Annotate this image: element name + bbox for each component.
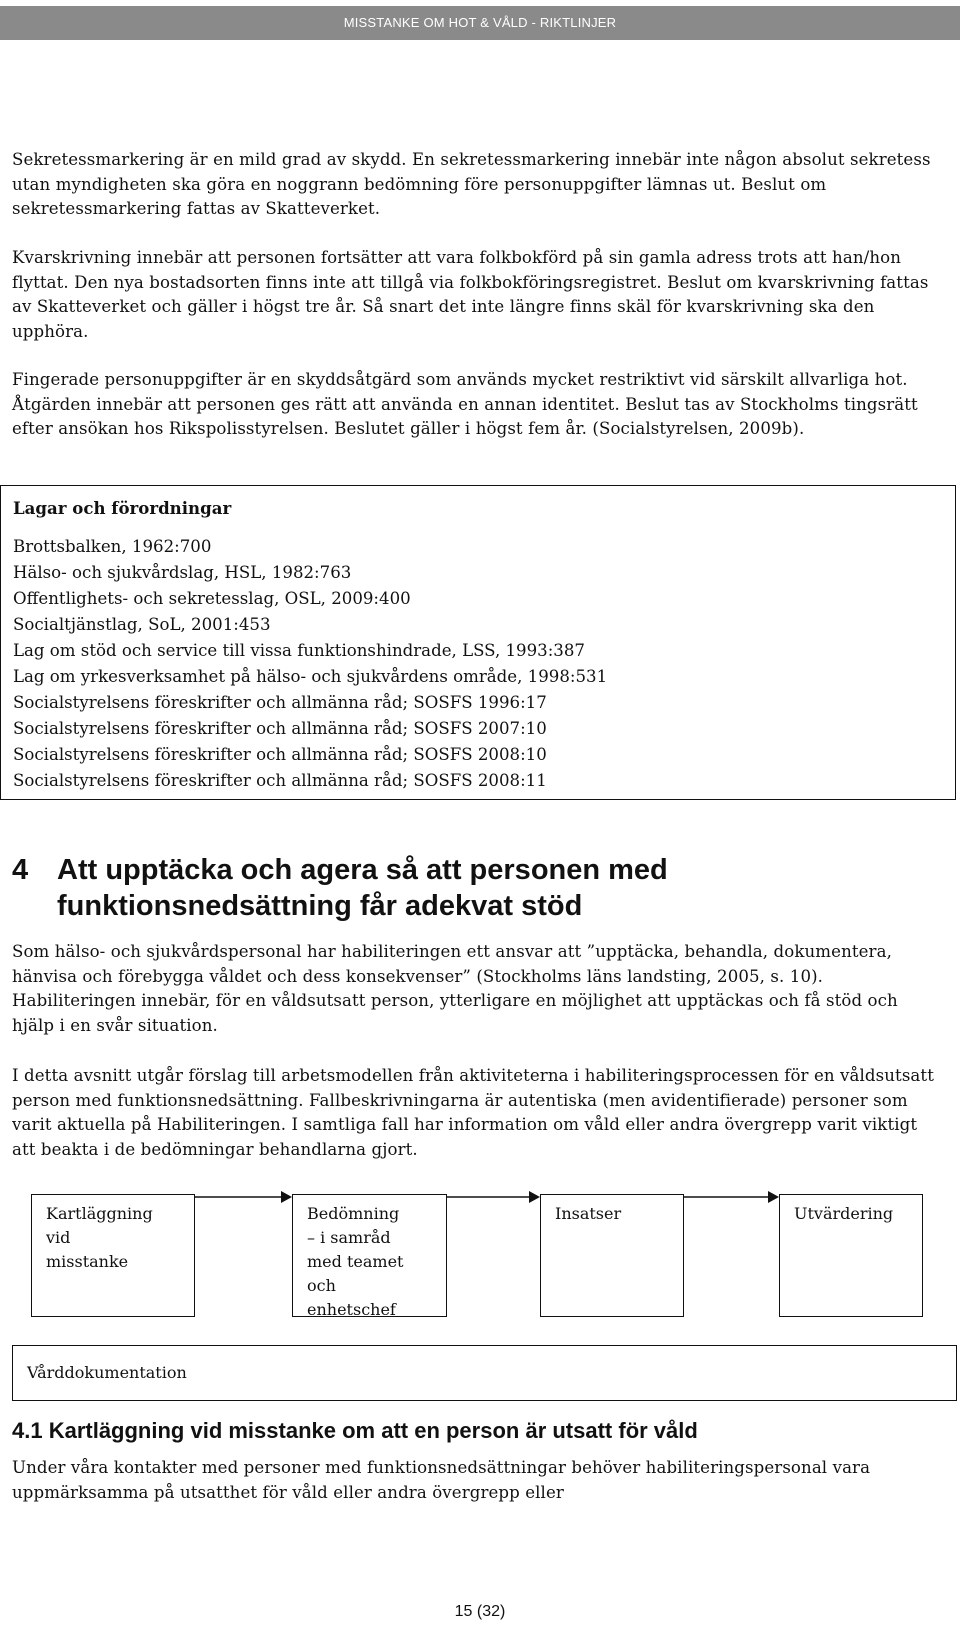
flow-step-bedomning [292, 1194, 447, 1317]
paragraph-section-4-model: I detta avsnitt utgår förslag till arbetsmodellen från aktiviteterna i habiliteringsprocessen för en våldsutsatt person med funktionsnedsättning. Fallbeskrivningarna är autentiska (men avidentifierade) personer som varit aktuella på Habiliteringen. I samtliga fall har information om våld eller andra övergrepp varit viktigt att beakta i de bedömningar behandlarna gjort. [12, 1066, 934, 1159]
law-item: Lag om stöd och service till vissa funktionshindrade, LSS, 1993:387 [13, 641, 585, 660]
section-4-title: Att upptäcka och agera så att personen med funktionsnedsättning får adekvat stöd [57, 854, 668, 922]
law-item: Socialtjänstlag, SoL, 2001:453 [13, 615, 271, 634]
flow-bottom-label: Vårddokumentation [27, 1363, 187, 1382]
section-4-number: 4 [12, 854, 29, 886]
flow-vardokumentation [12, 1345, 957, 1401]
laws-title: Lagar och förordningar [13, 498, 232, 518]
law-item: Socialstyrelsens föreskrifter och allmänna råd; SOSFS 2008:10 [13, 745, 547, 764]
paragraph-kvarskrivning: Kvarskrivning innebär att personen fortsätter att vara folkbokförd på sin gamla adress trots att han/hon flyttat. Den nya bostadsorten finns inte att tillgå via folkbokföringsregistret. Beslut om kvarskrivning fattas av Skatteverket och gäller i högst tre år. Så snart det inte längre finns skäl för kvarskrivning ska den upphöra. [12, 248, 929, 341]
page-number: 15 (32) [454, 1603, 506, 1620]
section-4-heading [12, 852, 960, 924]
paragraph-section-4-intro: Som hälso- och sjukvårdspersonal har habiliteringen ett ansvar att ”upptäcka, behandla, dokumentera, hänvisa och förebygga våldet och dess konsekvenser” (Stockholms läns landsting, 2005, s. 10). Habiliteringen innebär, för en våldsutsatt person, ytterligare en möjlighet att upptäckas och få stöd och hjälp i en svår situation. [12, 942, 898, 1035]
section-4-1-heading: 4.1 Kartläggning vid misstanke om att en person är utsatt för våld [12, 1418, 698, 1443]
law-item: Socialstyrelsens föreskrifter och allmänna råd; SOSFS 2007:10 [13, 719, 547, 738]
law-item: Brottsbalken, 1962:700 [13, 537, 212, 556]
law-item: Socialstyrelsens föreskrifter och allmänna råd; SOSFS 2008:11 [13, 771, 547, 790]
paragraph-sekretessmarkering: Sekretessmarkering är en mild grad av skydd. En sekretessmarkering innebär inte någon absolut sekretess utan myndigheten ska göra en noggrann bedömning före personuppgifter lämnas ut. Beslut om sekretessmarkering fattas av Skatteverket. [12, 150, 931, 218]
paragraph-section-4-1: Under våra kontakter med personer med funktionsnedsättningar behöver habiliteringspersonal vara uppmärksamma på utsatthet för våld eller andra övergrepp eller [12, 1458, 871, 1502]
arrow-right-icon [195, 1187, 292, 1207]
flow-step-label: Kartläggning vid misstanke [46, 1204, 153, 1271]
arrow-right-icon [447, 1187, 540, 1207]
law-item: Hälso- och sjukvårdslag, HSL, 1982:763 [13, 563, 352, 582]
law-item: Offentlighets- och sekretesslag, OSL, 2009:400 [13, 589, 411, 608]
arrow-right-icon [684, 1187, 779, 1207]
flow-step-label: Bedömning – i samråd med teamet och enhetschef [307, 1204, 404, 1319]
laws-box [0, 485, 956, 800]
flow-step-insatser [540, 1194, 684, 1317]
page-header [0, 6, 960, 40]
law-item: Socialstyrelsens föreskrifter och allmänna råd; SOSFS 1996:17 [13, 693, 547, 712]
flow-step-label: Insatser [555, 1204, 622, 1223]
paragraph-fingerade-personuppgifter: Fingerade personuppgifter är en skyddsåtgärd som används mycket restriktivt vid särskilt allvarliga hot. Åtgärden innebär att personen ges rätt att använda en annan identitet. Beslut tas av Stockholms tingsrätt efter ansökan hos Rikspolisstyrelsen. Beslutet gäller i högst fem år. (Socialstyrelsen, 2009b). [12, 370, 918, 438]
flow-step-utvardering [779, 1194, 923, 1317]
header-title: MISSTANKE OM HOT & VÅLD - RIKTLINJER [343, 15, 617, 30]
flow-step-label: Utvärdering [794, 1204, 894, 1223]
laws-list [13, 534, 607, 794]
law-item: Lag om yrkesverksamhet på hälso- och sjukvårdens område, 1998:531 [13, 667, 608, 686]
flow-step-kartlaggning [31, 1194, 195, 1317]
